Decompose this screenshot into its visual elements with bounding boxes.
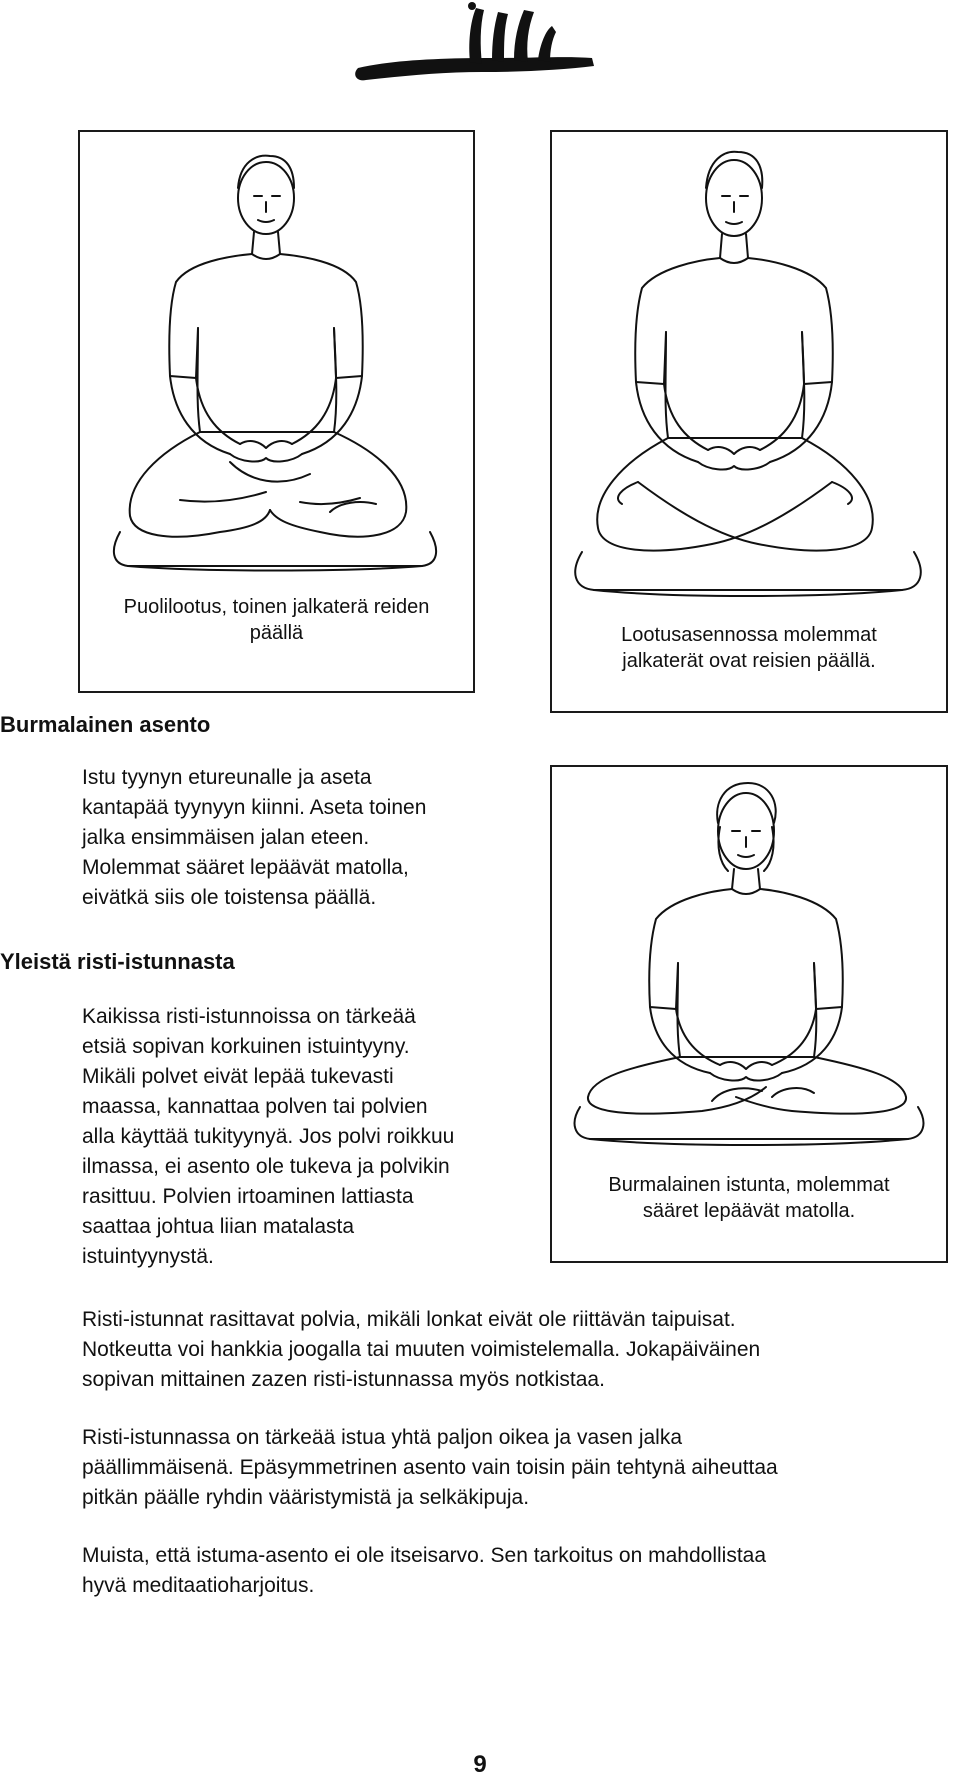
text-line: eivätkä siis ole toistensa päällä. (82, 886, 377, 909)
text-line: Kaikissa risti-istunnoissa on tärkeää (82, 1005, 416, 1028)
text-line: Mikäli polvet eivät lepää tukevasti (82, 1065, 394, 1088)
figure-burmese (550, 765, 948, 1263)
text-line: Risti-istunnassa on tärkeää istua yhtä paljon oikea ja vasen jalka (82, 1426, 683, 1449)
general-description (82, 1002, 454, 1272)
text-line: maassa, kannattaa polven tai polvien (82, 1095, 428, 1118)
paragraph-symmetry (82, 1423, 778, 1513)
text-line: Istu tyynyn etureunalle ja aseta (82, 766, 372, 789)
burmese-illustration (552, 767, 946, 1167)
figure-full-lotus (550, 130, 948, 713)
text-line: Risti-istunnat rasittavat polvia, mikäli lonkat eivät ole riittävän taipuisat. (82, 1308, 736, 1331)
burmese-description (82, 763, 426, 913)
page-number: 9 (473, 1751, 487, 1778)
text-line: ilmassa, ei asento ole tukeva ja polvikin (82, 1155, 450, 1178)
burmese-caption (552, 1172, 946, 1224)
half-lotus-caption (80, 594, 473, 646)
text-line: Notkeutta voi hankkia joogalla tai muuten voimistelemalla. Jokapäiväinen (82, 1338, 761, 1361)
text-line: päällimmäisenä. Epäsymmetrinen asento vain toisin päin tehtynä aiheuttaa (82, 1456, 778, 1479)
caption-line: Lootusasennossa molemmat (621, 624, 877, 646)
caption-line: Puolilootus, toinen jalkaterä reiden (123, 596, 430, 618)
section-heading-burmese: Burmalainen asento (0, 712, 211, 737)
caption-line: jalkaterät ovat reisien päällä. (622, 650, 876, 672)
text-line: hyvä meditaatioharjoitus. (82, 1574, 315, 1597)
text-line: etsiä sopivan korkuinen istuintyyny. (82, 1035, 410, 1058)
paragraph-purpose (82, 1541, 766, 1601)
text-line: saattaa johtua liian matalasta (82, 1215, 355, 1238)
full-lotus-illustration (552, 132, 946, 612)
text-line: Muista, että istuma-asento ei ole itseisarvo. Sen tarkoitus on mahdollistaa (82, 1544, 767, 1567)
caption-line: sääret lepäävät matolla. (642, 1200, 856, 1222)
text-line: kantapää tyynyyn kiinni. Aseta toinen (82, 796, 427, 819)
figure-half-lotus (78, 130, 475, 693)
section-heading-general: Yleistä risti-istunnasta (0, 949, 235, 974)
caption-line: päällä (249, 622, 304, 644)
text-line: Molemmat sääret lepäävät matolla, (82, 856, 409, 879)
text-line: istuintyynystä. (82, 1245, 214, 1268)
text-line: alla käyttää tukityynyä. Jos polvi roikkuu (82, 1125, 455, 1148)
paragraph-flexibility (82, 1305, 760, 1395)
full-lotus-caption (552, 622, 946, 674)
text-line: jalka ensimmäisen jalan eteen. (82, 826, 370, 849)
text-line: pitkän päälle ryhdin vääristymistä ja selkäkipuja. (82, 1486, 530, 1509)
caption-line: Burmalainen istunta, molemmat (608, 1174, 890, 1196)
calligraphy-logo (352, 0, 600, 96)
half-lotus-illustration (80, 132, 473, 572)
text-line: rasittuu. Polvien irtoaminen lattiasta (82, 1185, 414, 1208)
text-line: sopivan mittainen zazen risti-istunnassa myös notkistaa. (82, 1368, 605, 1391)
